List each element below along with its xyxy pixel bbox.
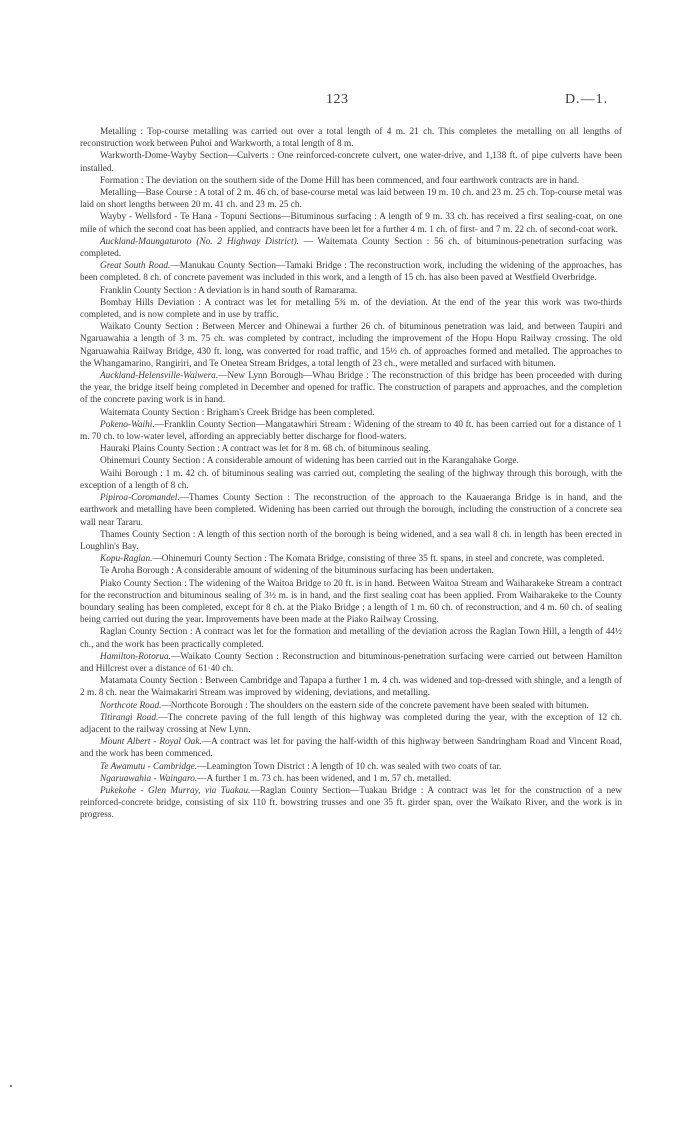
paragraph-text: —Waikato County Section : Reconstruction and bituminous-penetration surfacing were carried out between Hamilton and Hillcrest over a distance of 61·40 ch. bbox=[80, 651, 622, 674]
paragraph bbox=[80, 578, 622, 627]
paragraph bbox=[80, 236, 622, 260]
paragraph-text: —Franklin County Section—Mangatawhiri Stream : Widening of the stream to 40 ft. has been carried out for a distance of 1 m. 70 ch. to low-water level, affording an appreciably better discharge for flood-waters. bbox=[80, 419, 622, 443]
paragraph-text: Piako County Section : The widening of the Waitoa Bridge to 20 ft. is in hand. Between Waitoa Stream and Waiharakeke Stream a contract for the reconstruction and bituminous sealing of 3½ m. is in hand, and the first sealing coat has been applied. From Waiharakeke to the County boundary sealing has been completed, except for 8 ch. at the Piako Bridge ; a length of 1 m. 60 ch. of reconstruction, and 4 m. 60 ch. of sealing being carried out during the year. Improvements have been made at the Piako Railway Crossing. bbox=[80, 578, 622, 626]
section-heading: Northcote Road. bbox=[100, 700, 162, 711]
section-heading: Kopu-Raglan. bbox=[100, 554, 153, 565]
section-heading: Ngaruawahia - Waingaro. bbox=[100, 773, 198, 784]
paragraph-text: —Ohinemuri County Section : The Komata Bridge, consisting of three 35 ft. spans, in steel and concrete, was completed. bbox=[152, 554, 605, 565]
page-number: 123 bbox=[326, 92, 349, 107]
section-heading: Great South Road. bbox=[100, 261, 171, 272]
paragraph bbox=[80, 712, 622, 736]
section-heading: Mount Albert - Royal Oak. bbox=[100, 737, 202, 748]
paragraph-text: Franklin County Section : A deviation is in hand south of Ramarama. bbox=[100, 285, 358, 296]
paragraph bbox=[80, 260, 622, 284]
paragraph-text: — Waitemata County Section : 56 ch. of bituminous-penetration surfacing was completed. bbox=[80, 236, 622, 260]
paragraph bbox=[80, 700, 622, 712]
section-heading: Pukekohe - Glen Murray, via Tuakau. bbox=[100, 785, 251, 796]
paragraph-text: —Thames County Section : The reconstruction of the approach to the Kauaeranga Bridge is in hand, and the earthwork and metalling have been completed. Widening has been carried out through the borough, including the construction of a concrete sea wall near Tararu. bbox=[80, 493, 622, 528]
paragraph-text: Metalling—Base Course : A total of 2 m. 46 ch. of base-course metal was laid between 19 m. 10 ch. and 23 m. 25 ch. Top-course metal was laid on short lengths between 20 m. 41 ch. and 23 m. 25 ch. bbox=[80, 188, 622, 211]
paragraph-text: —Northcote Borough : The shoulders on the eastern side of the concrete pavement have been sealed with bitumen. bbox=[161, 700, 589, 711]
section-heading: Pipiroa-Coromandel. bbox=[100, 493, 180, 504]
paragraph bbox=[80, 492, 622, 529]
paragraph bbox=[80, 761, 622, 773]
paragraph-text: Hauraki Plains County Section : A contract was let for 8 m. 68 ch. of bituminous sealing. bbox=[100, 444, 431, 455]
section-heading: Hamilton-Rotorua. bbox=[100, 651, 172, 662]
paragraph-text: —The concrete paving of the full length of this highway was completed during the year, with the exception of 12 ch. adjacent to the railway crossing at New Lynn. bbox=[80, 712, 623, 735]
section-heading: Auckland-Maungaturoto (No. 2 Highway District). bbox=[100, 236, 299, 247]
section-heading: Auckland-Helensville-Waiwera. bbox=[100, 371, 219, 382]
scan-speck bbox=[10, 1085, 12, 1087]
paragraph bbox=[80, 370, 622, 407]
paragraph-text: Te Aroha Borough : A considerable amount of widening of the bituminous surfacing has been undertaken. bbox=[100, 566, 494, 577]
paragraph-text: Raglan County Section : A contract was let for the formation and metalling of the deviation across the Raglan Town Hill, a length of 44½ ch., and the work has been practically completed. bbox=[80, 627, 622, 650]
paragraph bbox=[80, 150, 622, 174]
paragraph bbox=[80, 297, 622, 321]
section-heading: Titirangi Road. bbox=[100, 712, 159, 723]
paragraph bbox=[80, 175, 622, 187]
paragraph bbox=[80, 419, 622, 443]
paragraph bbox=[80, 407, 622, 419]
paragraph-text: —New Lynn Borough—Whau Bridge : The reconstruction of this bridge has been proceeded with during the year, the bridge itself being completed in December and opened for traffic. The construction of parapets and approaches, and the completion of the concrete paving work is in hand. bbox=[80, 371, 622, 406]
section-heading: Pokeno-Waihi. bbox=[100, 419, 155, 430]
paragraph-text: Metalling : Top-course metalling was carried out over a total length of 4 m. 21 ch. This completes the metalling on all lengths of reconstruction work between Puhoi and Warkworth, a total length of 8 m. bbox=[80, 127, 622, 150]
document-body bbox=[80, 126, 622, 822]
paragraph bbox=[80, 565, 622, 577]
paragraph bbox=[80, 626, 622, 650]
paragraph-text: Ohinemuri County Section : A considerable amount of widening has been carried out in the Karangahake Gorge. bbox=[100, 456, 519, 467]
paragraph-text: Waihi Borough : 1 m. 42 ch. of bituminous sealing was carried out, completing the sealing of the highway through this borough, with the exception of a length of 8 ch. bbox=[80, 468, 622, 491]
section-heading: Te Awamutu - Cambridge. bbox=[100, 761, 198, 772]
paragraph bbox=[80, 651, 622, 675]
paragraph bbox=[80, 675, 622, 699]
paragraph-text: Thames County Section : A length of this section north of the borough is being widened, and a sea wall 8 ch. in length has been erected in Loughlin's Bay. bbox=[80, 529, 622, 552]
document-reference: D.—1. bbox=[565, 92, 609, 107]
paragraph-text: —A further 1 m. 73 ch. has been widened, and 1 m. 57 ch. metalled. bbox=[197, 773, 452, 784]
paragraph-text: —A contract was let for paving the half-width of this highway between Sandringham Road and Vincent Road, and the work has been commenced. bbox=[80, 737, 622, 760]
paragraph-text: Wayby - Wellsford - Te Hana - Topuni Sections—Bituminous surfacing : A length of 9 m. 33 ch. has received a first sealing-coat, on one mile of which the second coat has been applied, and contracts have been let for a further 4 m. 1 ch. of first- and 7 m. 22 ch. of second-coat work. bbox=[80, 212, 622, 235]
paragraph bbox=[80, 126, 622, 150]
paragraph bbox=[80, 773, 622, 785]
paragraph bbox=[80, 455, 622, 467]
paragraph bbox=[80, 285, 622, 297]
paragraph bbox=[80, 211, 622, 235]
paragraph-text: —Leamington Town District : A length of 10 ch. was sealed with two coats of tar. bbox=[197, 761, 502, 772]
paragraph-text: Matamata County Section : Between Cambridge and Tapapa a further 1 m. 4 ch. was widened and top-dressed with shingle, and a length of 2 m. 8 ch. near the Waimakariri Stream was improved by widening, deviations, and metalling. bbox=[80, 676, 622, 699]
paragraph-text: Waitemata County Section : Brigham's Creek Bridge has been completed. bbox=[100, 407, 375, 418]
paragraph-text: —Manukau County Section—Tamaki Bridge : The reconstruction work, including the widening of the approaches, has been completed. 8 ch. of concrete pavement was included in this work, and a length of 15 ch. has also been paved at Westfield Overbridge. bbox=[80, 261, 622, 284]
paragraph-text: —Raglan County Section—Tuakau Bridge : A contract was let for the construction of a new reinforced-concrete bridge, consisting of six 110 ft. bowstring trusses and one 35 ft. girder span, over the Waikato River, and the work is in progress. bbox=[80, 785, 622, 821]
paragraph bbox=[80, 553, 622, 565]
paragraph bbox=[80, 529, 622, 553]
paragraph bbox=[80, 468, 622, 492]
paragraph bbox=[80, 443, 622, 455]
paragraph-text: Formation : The deviation on the southern side of the Dome Hill has been commenced, and four earthwork contracts are in hand. bbox=[100, 175, 580, 186]
paragraph-text: Waikato County Section : Between Mercer and Ohinewai a further 26 ch. of bituminous penetration was laid, and between Taupiri and Ngaruawahia a length of 3 m. 75 ch. was completed by contract, including the improvement of the Hopu Hopu Railway crossing. The old Ngaruawahia Railway Bridge, 430 ft. long, was converted for road traffic, and 15½ ch. of approaches formed and metalled. The approaches to the Whangamarino, Rangiriri, and Te Onetea Stream Bridges, a total length of 23 ch., were metalled and surfaced with bitumen. bbox=[80, 322, 622, 369]
page-header bbox=[0, 92, 700, 112]
paragraph bbox=[80, 187, 622, 211]
paragraph bbox=[80, 785, 622, 822]
paragraph bbox=[80, 736, 622, 760]
paragraph-text: Warkworth-Dome-Wayby Section—Culverts : One reinforced-concrete culvert, one water-drive, and 1,138 ft. of pipe culverts have been installed. bbox=[80, 151, 622, 174]
paragraph bbox=[80, 321, 622, 370]
paragraph-text: Bombay Hills Deviation : A contract was let for metalling 5¾ m. of the deviation. At the end of the year this work was two-thirds completed, and is now complete and in use by traffic. bbox=[80, 297, 622, 321]
